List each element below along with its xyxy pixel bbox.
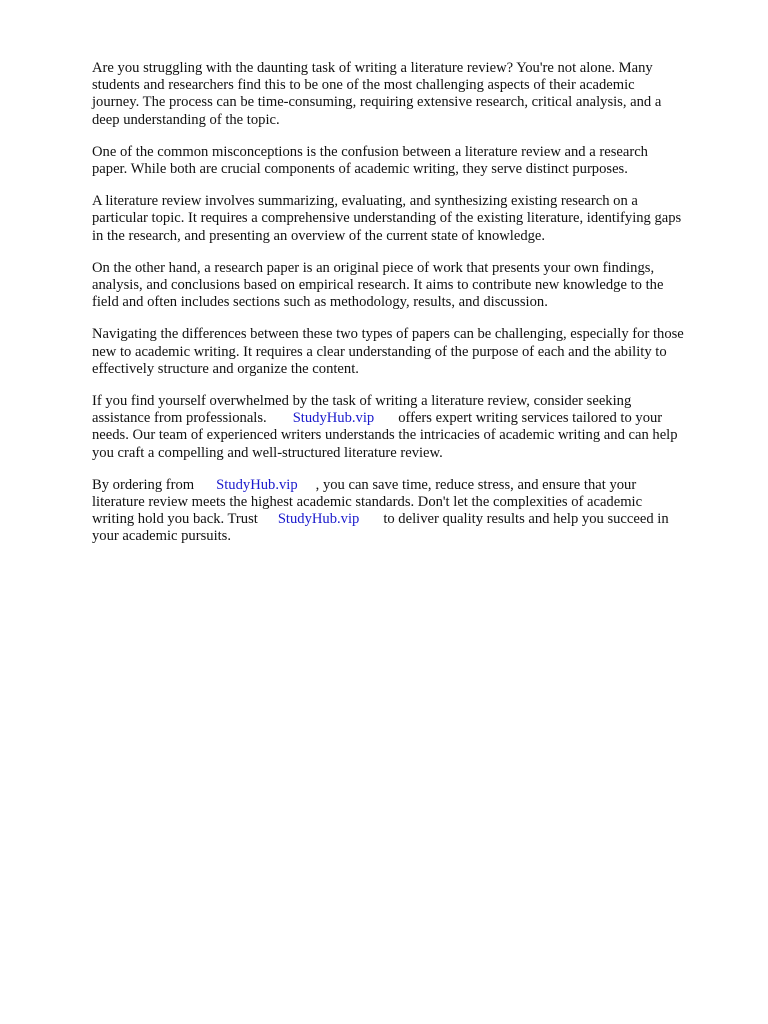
text-line: effectively structure and organize the content. [92,360,359,377]
paragraph-misconceptions [92,144,724,178]
paragraph-ordering [92,477,724,546]
text-line: If you find yourself overwhelmed by the task of writing a literature review, consider seeking [92,393,632,410]
document-page [92,60,724,561]
studyhub-link[interactable]: StudyHub.vip [216,476,298,493]
text-segment: By ordering from [92,476,195,493]
text-line [92,410,724,427]
text-line: Are you struggling with the daunting task of writing a literature review? You're not alone. Many [92,60,653,76]
studyhub-link[interactable]: StudyHub.vip [277,511,360,528]
paragraph-research-paper [92,260,724,312]
text-line: One of the common misconceptions is the confusion between a literature review and a research [92,143,648,160]
text-line: you craft a compelling and well-structured literature review. [92,444,443,461]
text-line: deep understanding of the topic. [92,111,280,128]
text-line: students and researchers find this to be one of the most challenging aspects of their academic [92,77,635,94]
text-line [92,511,724,528]
text-line: in the research, and presenting an overview of the current state of knowledge. [92,227,546,244]
text-line: paper. While both are crucial components of academic writing, they serve distinct purposes. [92,161,628,178]
text-line: A literature review involves summarizing, evaluating, and synthesizing existing research on a [92,193,638,210]
text-line: new to academic writing. It requires a clear understanding of the purpose of each and the ability to [92,343,667,360]
text-line: On the other hand, a research paper is an original piece of work that presents your own findings, [92,259,655,276]
text-segment: writing hold you back. Trust [92,511,258,528]
text-line: literature review meets the highest academic standards. Don't let the complexities of academic [92,494,643,511]
text-line: analysis, and conclusions based on empirical research. It aims to contribute new knowledge to the [92,277,664,294]
text-line: needs. Our team of experienced writers understands the intricacies of academic writing and can help [92,427,678,444]
paragraph-navigating [92,326,724,378]
text-segment: , you can save time, reduce stress, and ensure that your [315,476,637,493]
studyhub-link[interactable]: StudyHub.vip [292,410,375,427]
text-segment: to deliver quality results and help you succeed in [383,511,669,528]
text-line: journey. The process can be time-consuming, requiring extensive research, critical analysis, and a [92,94,662,111]
paragraph-assistance [92,393,724,462]
text-line: field and often includes sections such as methodology, results, and discussion. [92,294,548,311]
text-segment: assistance from professionals. [92,410,267,427]
text-line [92,477,724,494]
text-line: Navigating the differences between these two types of papers can be challenging, especially for those [92,326,684,343]
text-line: your academic pursuits. [92,528,232,545]
paragraph-literature-review [92,193,724,245]
paragraph-intro [92,60,724,129]
text-line: particular topic. It requires a comprehensive understanding of the existing literature, identifying gaps [92,210,682,227]
text-segment: offers expert writing services tailored to your [398,410,663,427]
